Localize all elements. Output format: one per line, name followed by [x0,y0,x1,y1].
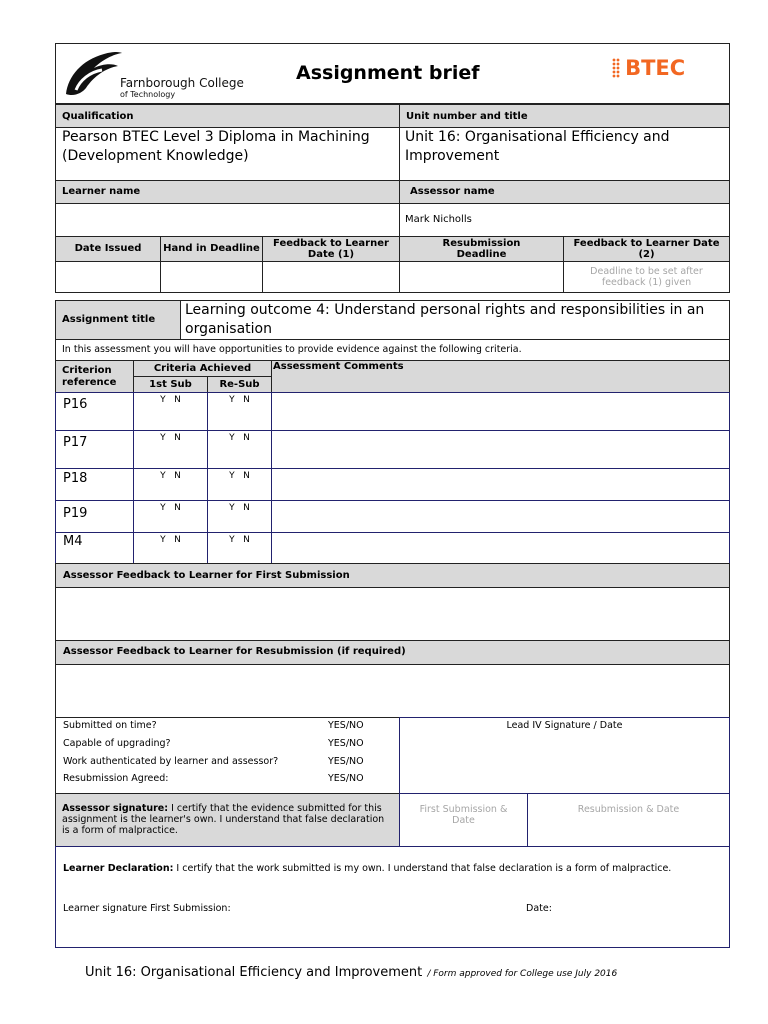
feedback1-label: Feedback to Learner Date (1) [262,236,400,262]
feedback-first-field[interactable] [55,587,730,641]
resub-yn[interactable]: Y N [207,500,272,533]
assessor-name-label: Assessor name [399,180,730,204]
footer-unit: Unit 16: Organisational Efficiency and Improvement [85,965,423,980]
resubmission-deadline-field[interactable] [399,261,564,293]
feedback2-label: Feedback to Learner Date (2) [563,236,730,262]
assignment-title-value: Learning outcome 4: Understand personal rights and responsibilities in an organisation [180,300,730,340]
learner-signature-label[interactable]: Learner signature First Submission: [63,903,231,914]
resub-yn[interactable]: Y N [207,430,272,469]
assessor-signature-label: Assessor signature: [62,803,169,814]
criterion-comment[interactable] [271,532,730,564]
criteria-achieved-label: Criteria Achieved [133,360,272,377]
farnborough-logo-icon [62,50,124,98]
criterion-reference-label: Criterion reference [55,360,134,393]
check-answer[interactable]: YES/NO [328,773,364,784]
unit-label: Unit number and title [399,104,730,128]
criteria-rows [55,392,730,564]
qualification-value: Pearson BTEC Level 3 Diploma in Machining (Development Knowledge) [55,127,400,181]
feedback2-field[interactable]: Deadline to be set after feedback (1) given [563,261,730,293]
feedback-resub-label: Assessor Feedback to Learner for Resubmission (if required) [55,640,730,665]
assessment-comments-label: Assessment Comments [271,360,730,393]
first-sub-yn[interactable]: Y N [133,500,208,533]
first-sub-yn[interactable]: Y N [133,468,208,501]
learner-declaration-text: I certify that the work submitted is my own. I understand that false declaration is a form of malpractice. [173,863,672,874]
footer [85,961,725,980]
resubmission-deadline-label: Resubmission Deadline [399,236,564,262]
check-question: Submitted on time? [63,720,157,731]
assessment-intro: In this assessment you will have opportunities to provide evidence against the following criteria. [55,339,730,361]
learner-name-label: Learner name [55,180,400,204]
feedback-first-label: Assessor Feedback to Learner for First Submission [55,563,730,588]
college-name: Farnborough College [120,76,244,90]
criterion-comment[interactable] [271,468,730,501]
feedback-resub-field[interactable] [55,664,730,718]
first-sub-yn[interactable]: Y N [133,532,208,564]
btec-logo [612,56,685,80]
learner-name-field[interactable] [55,203,400,237]
check-answer[interactable]: YES/NO [328,738,364,749]
resub-yn[interactable]: Y N [207,532,272,564]
resubmission-date-field[interactable]: Resubmission & Date [527,793,730,847]
check-answer[interactable]: YES/NO [328,720,364,731]
first-sub-label [133,376,208,393]
check-question: Resubmission Agreed: [63,773,169,784]
first-sub-text: 1st Sub [149,379,192,390]
checks-box [55,717,400,794]
criterion-comment[interactable] [271,500,730,533]
check-answer[interactable]: YES/NO [328,756,364,767]
resub-yn[interactable]: Y N [207,392,272,431]
resub-label: Re-Sub [207,376,272,393]
hand-in-label: Hand in Deadline [160,236,263,262]
hand-in-field[interactable] [160,261,263,293]
first-sub-yn[interactable]: Y N [133,430,208,469]
college-subtitle: of Technology [120,90,176,99]
unit-value: Unit 16: Organisational Efficiency and Improvement [399,127,730,181]
date-issued-field[interactable] [55,261,161,293]
check-question: Work authenticated by learner and assessor? [63,756,279,767]
assignment-title-label: Assignment title [55,300,181,340]
criterion-ref: P19 [55,500,134,533]
learner-date-label[interactable]: Date: [526,903,552,914]
footer-form-note: / Form approved for College use July 2016 [427,969,618,979]
learner-declaration [63,862,703,875]
first-submission-date-field[interactable]: First Submission & Date [399,793,528,847]
feedback1-field[interactable] [262,261,400,293]
btec-dots-icon [612,58,620,78]
check-question: Capable of upgrading? [63,738,171,749]
assessor-name-value: Mark Nicholls [399,203,730,237]
lead-iv-signature[interactable]: Lead IV Signature / Date [399,717,730,794]
learner-declaration-label: Learner Declaration: [63,863,174,874]
assessor-signature-text: I certify that the evidence submitted for this assignment is the learner's own. I understand that false declaration is a form of malpractice. [62,803,385,836]
criterion-ref: P18 [55,468,134,501]
page-title: Assignment brief [296,62,480,84]
criterion-ref: P17 [55,430,134,469]
header-box [55,43,730,104]
btec-brand: BTEC [625,56,686,80]
qualification-label: Qualification [55,104,400,128]
first-sub-yn[interactable]: Y N [133,392,208,431]
criterion-ref: M4 [55,532,134,564]
learner-declaration-box [55,846,730,948]
date-issued-label: Date Issued [55,236,161,262]
criterion-comment[interactable] [271,430,730,469]
criterion-comment[interactable] [271,392,730,431]
assessor-signature-statement [55,793,400,847]
criterion-ref: P16 [55,392,134,431]
resub-yn[interactable]: Y N [207,468,272,501]
